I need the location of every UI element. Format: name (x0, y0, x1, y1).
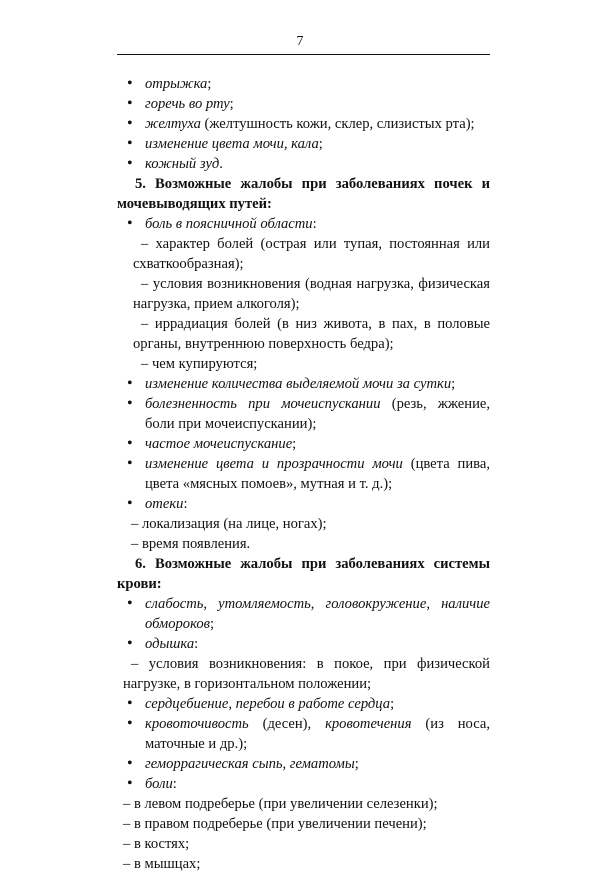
list-item: • слабость, утомляемость, головокружение, наличие обмороков; (117, 594, 490, 634)
list-item: • отеки: (117, 494, 490, 514)
detail-line: – условия возникновения: в покое, при физической нагрузке, в горизонтальном положении; (123, 656, 490, 692)
page-number: 7 (296, 34, 304, 49)
detail-line: – характер болей (острая или тупая, постоянная или схваткообразная); (133, 236, 490, 272)
page-body (117, 74, 490, 874)
list-item: • геморрагическая сыпь, гематомы; (117, 754, 490, 774)
detail-line: – в костях; (123, 836, 190, 852)
detail-line: – время появления. (131, 536, 251, 552)
section-6-heading: 6. Возможные жалобы при заболеваниях системы крови: (117, 556, 490, 592)
detail-line: – в мышцах; (123, 856, 201, 872)
list-item: • желтуха (желтушность кожи, склер, слизистых рта); (117, 114, 490, 134)
section-5-heading: 5. Возможные жалобы при заболеваниях почек и мочевыводящих путей: (117, 176, 490, 212)
detail-line: – локализация (на лице, ногах); (131, 516, 327, 532)
list-item: • изменение цвета мочи, кала; (117, 134, 490, 154)
list-item: • боль в поясничной области: (117, 214, 490, 234)
list-item: • изменение цвета и прозрачности мочи (цвета пива, цвета «мясных помоев», мутная и т. д.); (117, 454, 490, 494)
list-item: • болезненность при мочеиспускании (резь, жжение, боли при мочеиспускании); (117, 394, 490, 434)
header-rule (117, 54, 490, 55)
list-item: • отрыжка; (117, 74, 490, 94)
list-item: • частое мочеиспускание; (117, 434, 490, 454)
list-item: • боли: (117, 774, 490, 794)
list-item: • кожный зуд. (117, 154, 490, 174)
list-item: • одышка: (117, 634, 490, 654)
detail-line: – в левом подреберье (при увеличении селезенки); (123, 796, 438, 812)
detail-line: – условия возникновения (водная нагрузка, физическая нагрузка, прием алкоголя); (133, 276, 490, 312)
detail-line: – в правом подреберье (при увеличении печени); (123, 816, 427, 832)
detail-line: – иррадиация болей (в низ живота, в пах, в половые органы, внутреннюю поверхность бедра); (133, 316, 490, 352)
list-item: • изменение количества выделяемой мочи за сутки; (117, 374, 490, 394)
list-item: • кровоточивость (десен), кровотечения (из носа, маточные и др.); (117, 714, 490, 754)
detail-line: – чем купируются; (141, 356, 258, 372)
list-item: • горечь во рту; (117, 94, 490, 114)
list-item: • сердцебиение, перебои в работе сердца; (117, 694, 490, 714)
